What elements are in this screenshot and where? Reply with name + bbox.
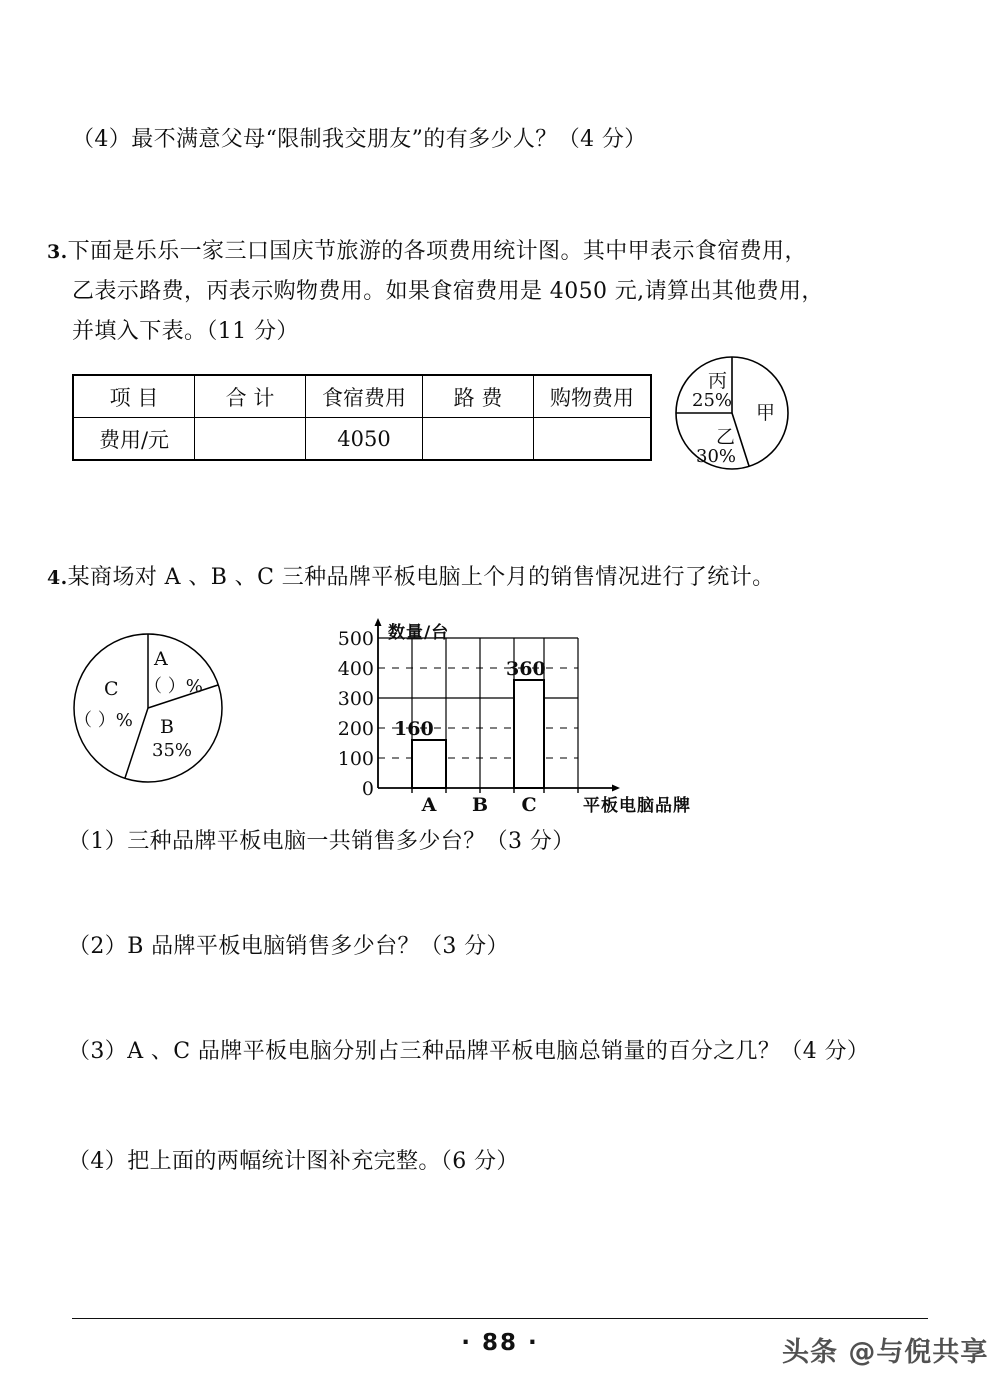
question-3-line-1-text: 下面是乐乐一家三口国庆节旅游的各项费用统计图。其中甲表示食宿费用， (67, 239, 807, 264)
pie-slice-percent-bing: 25% (692, 390, 733, 411)
table-cell-total-blank[interactable] (195, 418, 306, 461)
question-3-pie-chart (660, 338, 810, 490)
question-3-line-1 (47, 237, 807, 267)
fee-table (72, 374, 652, 461)
table-header-shopping: 购物费用 (534, 375, 652, 418)
pie-chart-svg (660, 338, 810, 490)
pie-slice-label-b: B (160, 716, 174, 738)
table-header-lodging: 食宿费用 (306, 375, 423, 418)
y-axis-label: 数量/台 (388, 623, 450, 643)
table-cell-row-label: 费用/元 (73, 418, 195, 461)
table-header-total: 合 计 (195, 375, 306, 418)
ytick-label-500: 500 (337, 628, 374, 650)
watermark-text: 头条 @与倪共享 (782, 1337, 989, 1368)
table-header-item: 项 目 (73, 375, 195, 418)
question-2-part-4-text: （4）最不满意父母“限制我交朋友”的有多少人？（4 分） (72, 127, 647, 152)
table-cell-lodging-value[interactable]: 4050 (306, 418, 423, 461)
question-3-line-3: 并填入下表。（11 分） (72, 319, 299, 344)
question-4-line-1-text: 某商场对 A 、B 、C 三种品牌平板电脑上个月的销售情况进行了统计。 (67, 565, 775, 590)
question-3-line-2: 乙表示路费，丙表示购物费用。如果食宿费用是 4050 元,请算出其他费用， (72, 279, 824, 304)
pie-slice-label-yi: 乙 (716, 426, 736, 448)
pie-slice-label-c: C (104, 678, 119, 700)
question-4-number: 4. (47, 567, 68, 589)
question-3-number: 3. (47, 241, 68, 263)
bar-value-a: 160 (394, 718, 434, 740)
pie-slice-percent-b: 35% (152, 740, 193, 761)
table-cell-shopping-blank[interactable] (534, 418, 652, 461)
ytick-label-200: 200 (337, 718, 374, 740)
question-4-part-1: （1）三种品牌平板电脑一共销售多少台？（3 分） (68, 829, 575, 854)
bar-a (412, 740, 446, 788)
table-row-values (73, 418, 651, 461)
question-4-part-2: （2）B 品牌平板电脑销售多少台？（3 分） (68, 934, 509, 959)
ytick-label-300: 300 (337, 688, 374, 710)
pie-slice-percent-yi: 30% (696, 446, 737, 467)
pie-slice-percent-c: （ ）% (74, 710, 133, 731)
pie-slice-label-a: A (154, 648, 168, 670)
pie-slice-label-jia: 甲 (756, 402, 776, 424)
y-axis-arrow (375, 618, 382, 626)
bar-value-c: 360 (506, 658, 546, 680)
footer-divider (72, 1318, 928, 1319)
ytick-label-100: 100 (337, 748, 374, 770)
category-label-b: B (471, 794, 489, 816)
question-4-part-3: （3）A 、C 品牌平板电脑分别占三种品牌平板电脑总销量的百分之几？（4 分） (68, 1039, 870, 1064)
bar-c (514, 680, 544, 788)
table-cell-travel-blank[interactable] (423, 418, 534, 461)
x-axis-label: 平板电脑品牌 (583, 796, 691, 816)
ytick-label-400: 400 (337, 658, 374, 680)
question-4-bar-chart (330, 608, 730, 818)
question-4-part-4: （4）把上面的两幅统计图补充完整。（6 分） (68, 1149, 519, 1174)
table-row-header (73, 375, 651, 418)
ytick-label-0: 0 (361, 778, 374, 800)
pie-slice-percent-a: （ ）% (144, 676, 203, 697)
category-label-c: C (521, 794, 537, 816)
question-4-line-1 (47, 563, 775, 593)
category-label-a: A (421, 794, 437, 816)
pie-slice-label-bing: 丙 (708, 370, 728, 392)
page-number: · 88 · (461, 1330, 539, 1356)
table-header-travel: 路 费 (423, 375, 534, 418)
question-4-pie-chart (68, 622, 233, 794)
